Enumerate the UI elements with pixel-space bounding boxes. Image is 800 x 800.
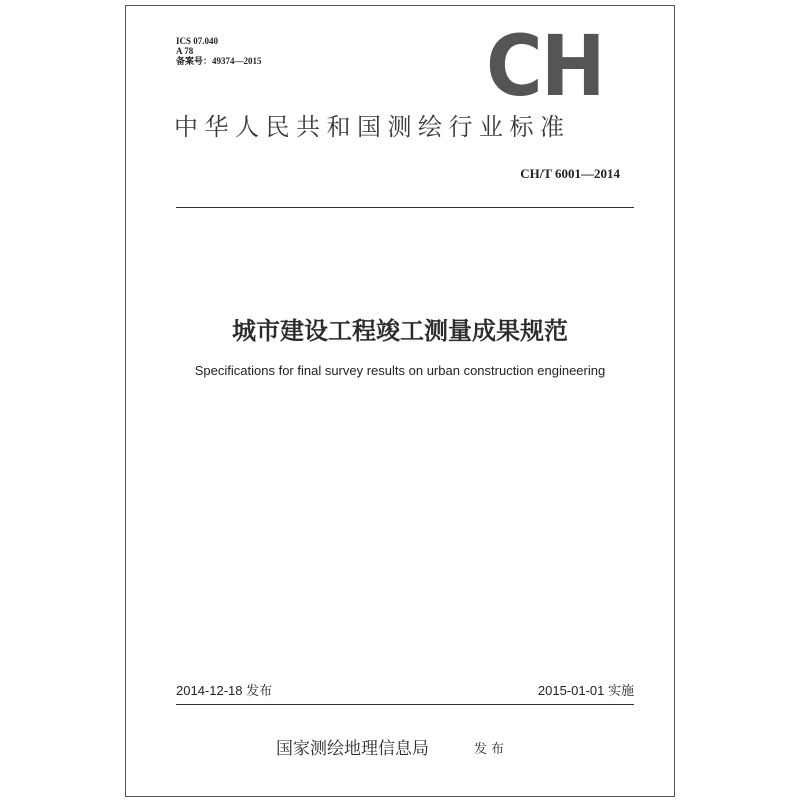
implementation-date: 2015-01-01 实施 xyxy=(537,683,634,698)
document-title-cn: 城市建设工程竣工测量成果规范 xyxy=(232,317,568,345)
publisher-suffix: 发布 xyxy=(474,742,509,757)
ics-code: ICS 07.040 xyxy=(176,36,219,46)
ch-logo: CH xyxy=(486,17,604,115)
classification-meta xyxy=(176,36,262,66)
org-title: 中华人民共和国测绘行业标准 xyxy=(174,113,571,141)
top-divider xyxy=(176,207,634,208)
bottom-divider xyxy=(176,704,634,705)
issue-date: 2014-12-18 发布 xyxy=(176,683,273,698)
standard-code: CH/T 6001—2014 xyxy=(520,166,620,181)
document-title-en: Specifications for final survey results on urban construction engineering xyxy=(194,363,606,378)
record-number: 备案号：49374—2015 xyxy=(176,56,262,66)
publisher-name: 国家测绘地理信息局 xyxy=(276,739,429,759)
class-code: A 78 xyxy=(176,46,194,56)
standard-cover-page xyxy=(125,5,675,797)
